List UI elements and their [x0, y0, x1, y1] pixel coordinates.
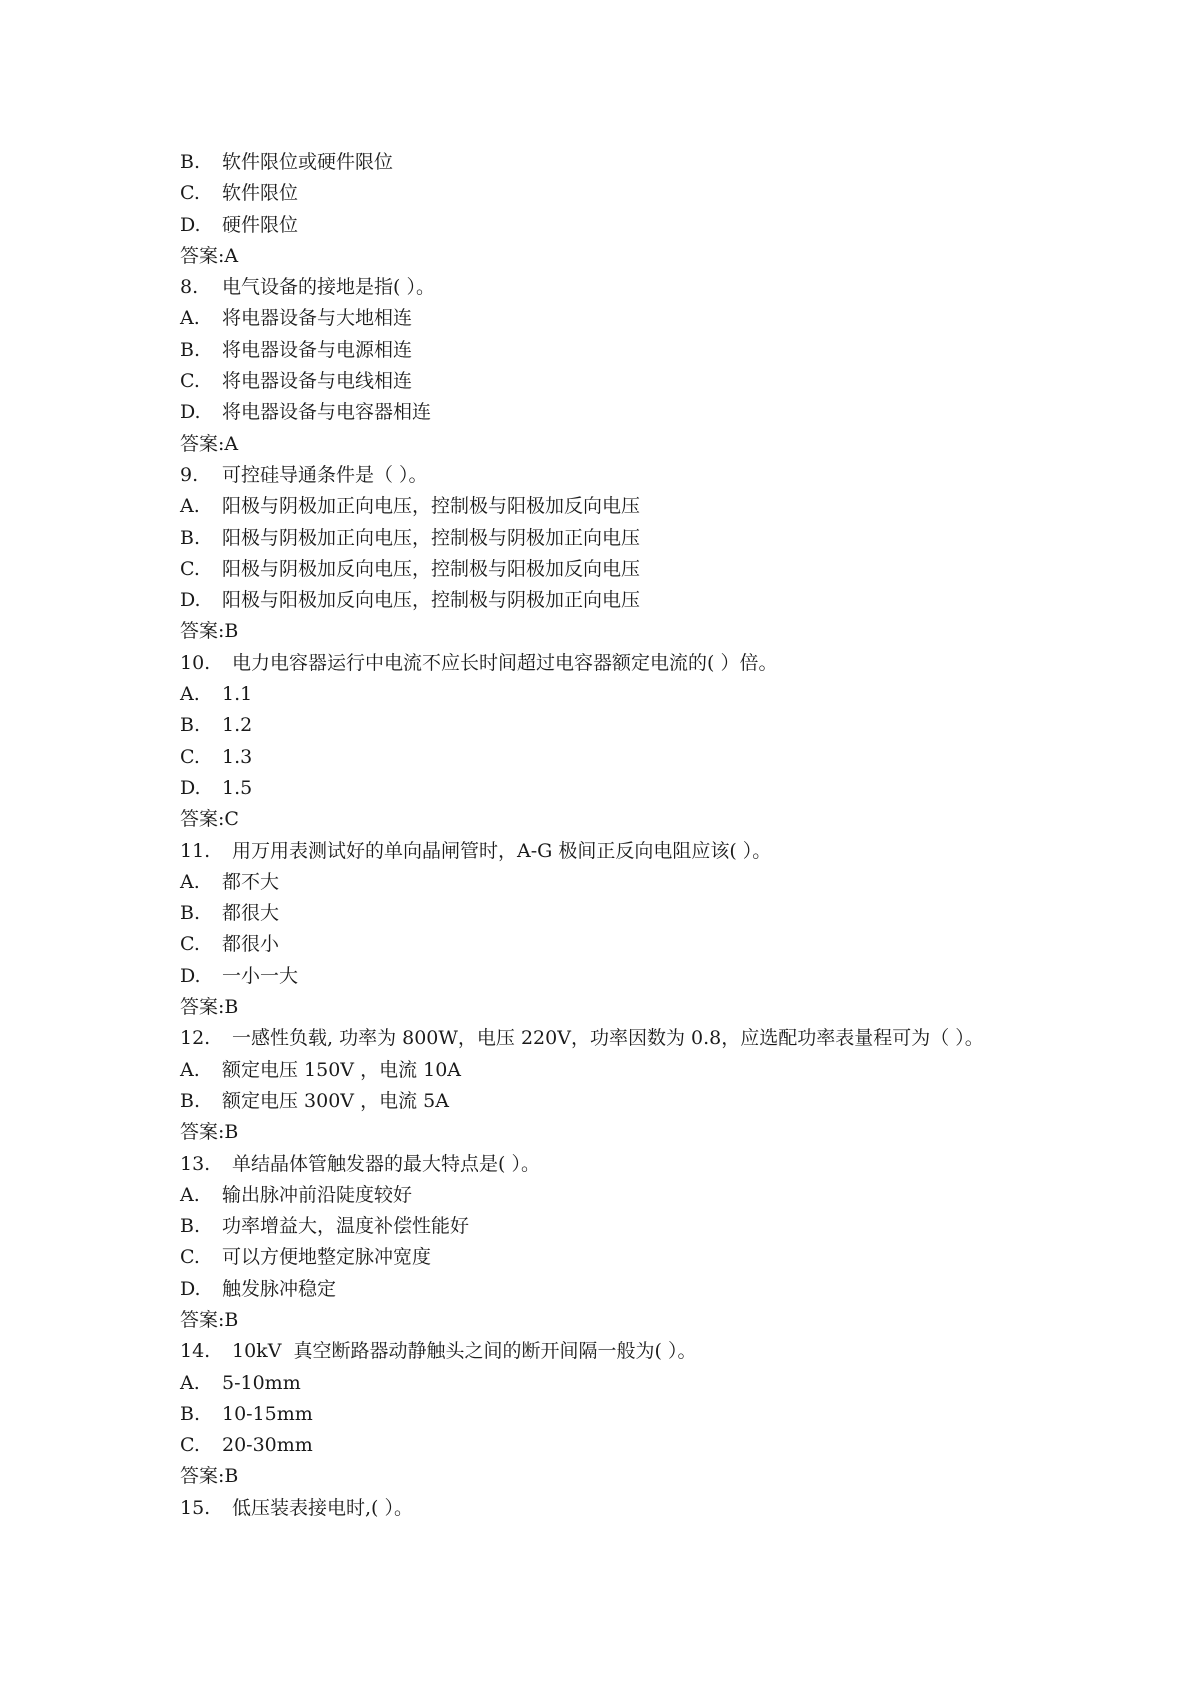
option-label: C. [180, 745, 200, 768]
option-text: 阳极与阴极加反向电压，控制极与阳极加反向电压 [222, 557, 641, 580]
answer-option [180, 1368, 1080, 1399]
option-label: D. [180, 1277, 201, 1300]
answer-key: 答案:B [180, 1465, 239, 1488]
option-label: C. [180, 1434, 200, 1457]
option-label: B. [180, 151, 201, 173]
option-text: 可以方便地整定脉冲宽度 [222, 1246, 432, 1269]
answer-option [180, 1086, 1080, 1117]
option-text: 1.3 [222, 745, 253, 768]
answer-option [180, 1242, 1080, 1273]
option-text: 额定电压 300V ，电流 5A [222, 1089, 449, 1112]
option-label: B. [180, 338, 201, 361]
option-text: 软件限位或硬件限位 [222, 151, 394, 173]
option-label: A. [180, 1371, 200, 1394]
option-label: B. [180, 1402, 201, 1425]
option-text: 20-30mm [222, 1434, 313, 1457]
question-line [180, 460, 1080, 491]
option-text: 阳极与阴极加正向电压，控制极与阳极加反向电压 [222, 495, 641, 518]
document-page [180, 147, 1080, 1524]
answer-option [180, 210, 1080, 241]
answer-option [180, 1211, 1080, 1242]
option-label: A. [180, 495, 200, 518]
answer-option [180, 773, 1080, 804]
option-text: 都很大 [222, 902, 280, 925]
answer-key: 答案:A [180, 244, 239, 267]
question-number: 11. [180, 839, 211, 862]
question-list [180, 147, 1080, 1524]
answer-option [180, 147, 1080, 178]
answer-option [180, 1399, 1080, 1430]
answer-option [180, 1430, 1080, 1461]
option-text: 都很小 [222, 933, 280, 956]
option-text: 输出脉冲前沿陡度较好 [222, 1183, 413, 1206]
option-text: 将电器设备与电线相连 [222, 370, 413, 393]
option-label: C. [180, 557, 200, 580]
option-text: 阳极与阳极加反向电压，控制极与阴极加正向电压 [222, 589, 641, 612]
answer-key: 答案:B [180, 1121, 239, 1144]
option-label: C. [180, 370, 200, 393]
question-text: 电气设备的接地是指( ）。 [222, 276, 435, 299]
option-label: A. [180, 1058, 200, 1081]
answer-option [180, 742, 1080, 773]
question-line [180, 648, 1080, 679]
option-label: A. [180, 1183, 200, 1206]
question-text: 低压装表接电时,( ）。 [232, 1496, 413, 1519]
option-text: 1.5 [222, 776, 253, 799]
option-text: 硬件限位 [222, 213, 299, 236]
answer-key: 答案:C [180, 808, 239, 831]
question-line [180, 1336, 1080, 1367]
option-text: 将电器设备与电源相连 [222, 338, 413, 361]
answer-option [180, 1180, 1080, 1211]
option-text: 1.2 [222, 714, 253, 737]
option-label: D. [180, 776, 201, 799]
answer-option [180, 679, 1080, 710]
option-label: D. [180, 213, 201, 236]
question-text: 电力电容器运行中电流不应长时间超过电容器额定电流的( ）倍。 [232, 651, 778, 674]
question-line [180, 1023, 1080, 1054]
question-line [180, 1493, 1080, 1524]
answer-option [180, 867, 1080, 898]
answer-option [180, 710, 1080, 741]
question-number: 10. [180, 651, 211, 674]
option-label: A. [180, 870, 200, 893]
answer-option [180, 397, 1080, 428]
answer-option [180, 335, 1080, 366]
question-line [180, 836, 1080, 867]
option-text: 将电器设备与电容器相连 [222, 401, 432, 424]
answer-key: 答案:A [180, 432, 239, 455]
question-number: 8. [180, 276, 199, 299]
option-label: D. [180, 589, 201, 612]
question-number: 14. [180, 1340, 211, 1363]
answer-option [180, 1055, 1080, 1086]
question-line [180, 1149, 1080, 1180]
option-label: C. [180, 933, 200, 956]
question-text: 用万用表测试好的单向晶闸管时，A-G 极间正反向电阻应该( ）。 [232, 839, 772, 862]
answer-option [180, 554, 1080, 585]
option-text: 将电器设备与大地相连 [222, 307, 413, 330]
answer-option [180, 303, 1080, 334]
option-label: A. [180, 307, 200, 330]
answer-option [180, 1274, 1080, 1305]
option-text: 5-10mm [222, 1371, 301, 1394]
answer-key: 答案:B [180, 1308, 239, 1331]
answer-option [180, 523, 1080, 554]
option-label: B. [180, 1215, 201, 1238]
option-text: 1.1 [222, 683, 253, 706]
question-number: 15. [180, 1496, 211, 1519]
option-text: 软件限位 [222, 182, 299, 205]
question-number: 13. [180, 1152, 211, 1175]
option-text: 功率增益大，温度补偿性能好 [222, 1215, 470, 1238]
option-label: B. [180, 1089, 201, 1112]
option-text: 10-15mm [222, 1402, 313, 1425]
option-text: 阳极与阴极加正向电压，控制极与阴极加正向电压 [222, 526, 641, 549]
question-text: 10kV 真空断路器动静触头之间的断开间隔一般为( ）。 [232, 1340, 697, 1363]
option-text: 额定电压 150V ，电流 10A [222, 1058, 462, 1081]
answer-option [180, 366, 1080, 397]
option-label: D. [180, 964, 201, 987]
option-text: 触发脉冲稳定 [222, 1277, 337, 1300]
option-label: C. [180, 1246, 200, 1269]
answer-key: 答案:B [180, 996, 239, 1019]
question-text: 一感性负载, 功率为 800W，电压 220V，功率因数为 0.8，应选配功率表量程可为（ ）。 [232, 1027, 984, 1050]
question-line [180, 272, 1080, 303]
option-text: 都不大 [222, 870, 280, 893]
option-label: D. [180, 401, 201, 424]
option-label: A. [180, 683, 200, 706]
answer-option [180, 961, 1080, 992]
answer-option [180, 491, 1080, 522]
option-label: B. [180, 902, 201, 925]
question-text: 单结晶体管触发器的最大特点是( ）。 [232, 1152, 540, 1175]
question-number: 12. [180, 1027, 211, 1050]
answer-option [180, 585, 1080, 616]
answer-option [180, 898, 1080, 929]
answer-option [180, 178, 1080, 209]
question-number: 9. [180, 463, 199, 486]
option-text: 一小一大 [222, 964, 299, 987]
option-label: B. [180, 714, 201, 737]
option-label: B. [180, 526, 201, 549]
question-text: 可控硅导通条件是（ ）。 [222, 463, 428, 486]
option-label: C. [180, 182, 200, 205]
answer-key: 答案:B [180, 620, 239, 643]
answer-option [180, 929, 1080, 960]
